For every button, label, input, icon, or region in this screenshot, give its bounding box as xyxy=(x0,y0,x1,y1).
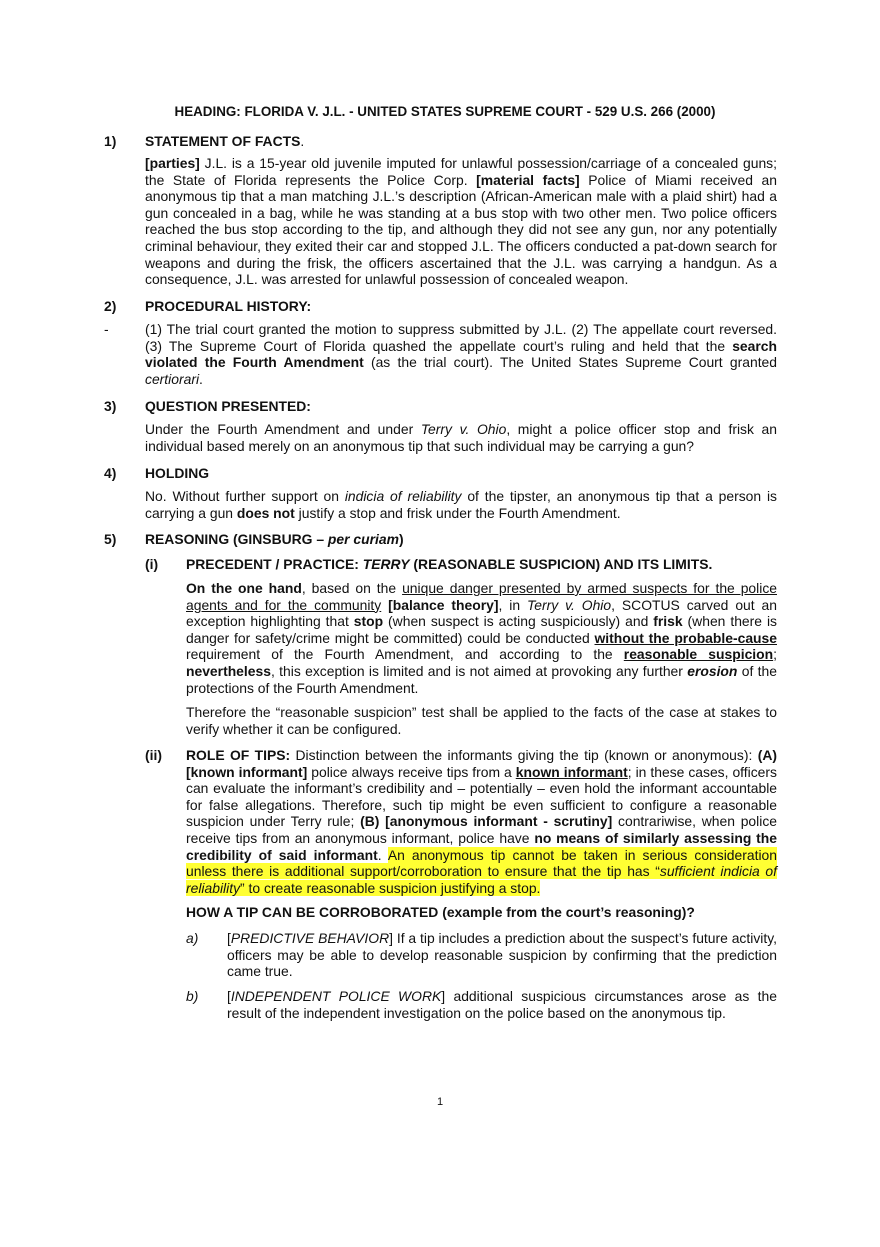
holding-paragraph: No. Without further support on indicia of reliability of the tipster, an anonymous tip that a person is carrying a gun does not justify a stop and frisk under the Fourth Amendment. xyxy=(145,488,777,521)
section-5-title: REASONING (GINSBURG – per curiam) xyxy=(145,531,404,547)
role-of-tips-paragraph: ROLE OF TIPS: Distinction between the informants giving the tip (known or anonymous): (A) [known informant] police always receive tips from a known informant; in these cases, officers can evaluate the informant’s credibility and – potentially – even hold the informant accountable for false allegations. Therefore, such tip might be even sufficient to configure a reasonable suspicion under Terry rule; (B) [anonymous informant - scrutiny] contrariwise, when police receive tips from an anonymous informant, police have no means of similarly assessing the credibility of said informant. An anonymous tip cannot be taken in serious consideration unless there is additional support/corroboration to ensure that the tip has “sufficient indicia of reliability” to create reasonable suspicion justifying a stop. xyxy=(186,747,778,896)
section-3-number: 3) xyxy=(104,398,117,414)
page-number: 1 xyxy=(436,1096,444,1108)
subsection-ii-label: (ii) xyxy=(145,747,162,763)
section-4-number: 4) xyxy=(104,465,117,481)
precedent-paragraph: On the one hand, based on the unique danger presented by armed suspects for the police agents and for the community [balance theory], in Terry v. Ohio, SCOTUS carved out an exception highlighting that stop (when suspect is acting suspiciously) and frisk (when there is danger for safety/crime might be committed) could be conducted without the probable-cause requirement of the Fourth Amendment, and according to the reasonable suspicion; nevertheless, this exception is limited and is not aimed at provoking any further erosion of the protections of the Fourth Amendment. xyxy=(186,580,777,696)
reasonable-suspicion-paragraph: Therefore the “reasonable suspicion” test shall be applied to the facts of the case at stakes to verify whether it can be configured. xyxy=(186,704,777,737)
item-a-label: a) xyxy=(186,930,199,946)
question-presented-paragraph: Under the Fourth Amendment and under Terry v. Ohio, might a police officer stop and frisk an individual based merely on an anonymous tip that such individual may be carrying a gun? xyxy=(145,421,778,454)
subsection-i-label: (i) xyxy=(145,556,159,572)
section-1-number: 1) xyxy=(104,133,117,149)
section-3-title: QUESTION PRESENTED: xyxy=(145,398,311,414)
procedural-history-paragraph: (1) The trial court granted the motion to suppress submitted by J.L. (2) The appellate court reversed. (3) The Supreme Court of Florida quashed the appellate court’s ruling and held that the search violated the Fourth Amendment (as the trial court). The United States Supreme Court granted certiorari. xyxy=(145,321,778,387)
statement-of-facts-paragraph: [parties] J.L. is a 15-year old juvenile imputed for unlawful possession/carriage of a concealed guns; the State of Florida represents the Police Corp. [material facts] Police of Miami received an anonymous tip that a man matching J.L.’s description (African-American male with a plaid shirt) had a gun concealed in a bag, while he was standing at a bus stop with two other men. Two police officers reached the bus stop according to the tip, and although they did not see any gun, nor any potentially criminal behaviour, they exited their car and stopped J.L. The officers conducted a pat-down search for weapons and during the frisk, the officers ascertained that the J.L. was carrying a handgun. As a consequence, J.L. was arrested for unlawful possession of concealed weapon. xyxy=(145,155,777,288)
independent-police-work-item: [INDEPENDENT POLICE WORK] additional suspicious circumstances arose as the result of the independent investigation on the police based on the anonymous tip. xyxy=(227,988,777,1021)
case-heading: HEADING: FLORIDA V. J.L. - UNITED STATES SUPREME COURT - 529 U.S. 266 (2000) xyxy=(174,104,716,119)
corroboration-heading: HOW A TIP CAN BE CORROBORATED (example from the court’s reasoning)? xyxy=(186,904,695,920)
highlighted-text: An anonymous tip cannot be taken in serious consideration unless there is additional support/corroboration to ensure that the tip has “sufficient indicia of reliability” to create reasonable suspicion justifying a stop. xyxy=(186,846,778,896)
item-b-label: b) xyxy=(186,988,199,1004)
section-2-number: 2) xyxy=(104,298,117,314)
section-4-title: HOLDING xyxy=(145,465,210,481)
list-dash: - xyxy=(104,321,109,337)
subsection-i-title: PRECEDENT / PRACTICE: TERRY (REASONABLE SUSPICION) AND ITS LIMITS. xyxy=(186,556,713,572)
section-1-title: STATEMENT OF FACTS. xyxy=(145,133,305,149)
section-2-title: PROCEDURAL HISTORY: xyxy=(145,298,312,314)
section-5-number: 5) xyxy=(104,531,117,547)
predictive-behavior-item: [PREDICTIVE BEHAVIOR] If a tip includes a prediction about the suspect’s future activity, officers may be able to develop reasonable suspicion by confirming that the prediction came true. xyxy=(227,930,777,980)
